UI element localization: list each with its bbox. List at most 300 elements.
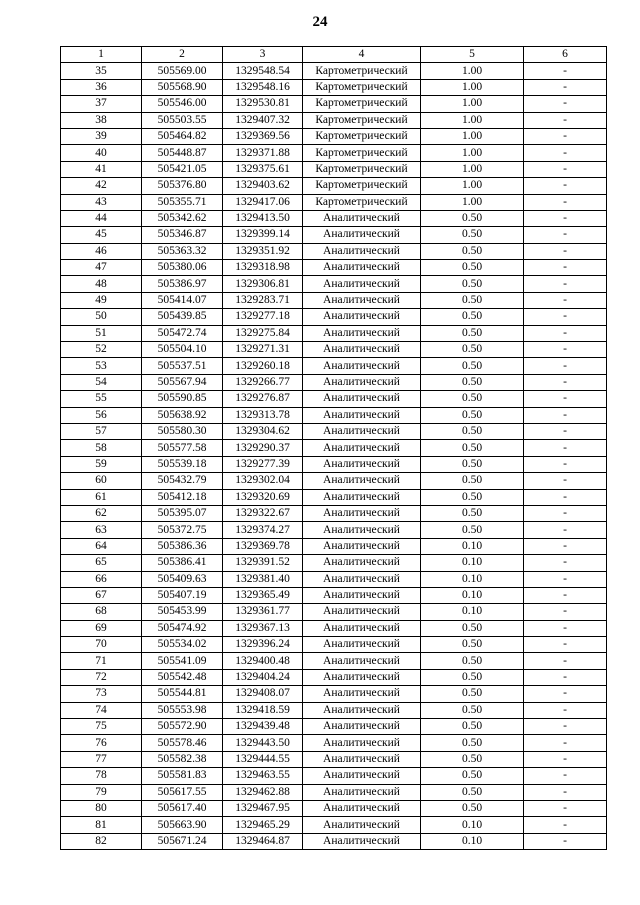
accuracy-cell: 1.00 [421, 96, 524, 112]
accuracy-cell: 0.50 [421, 669, 524, 685]
y-coordinate-cell: 1329374.27 [223, 522, 303, 538]
point-number-cell: 36 [61, 79, 142, 95]
note-cell: - [524, 112, 607, 128]
accuracy-cell: 0.50 [421, 276, 524, 292]
y-coordinate-cell: 1329369.78 [223, 538, 303, 554]
x-coordinate-cell: 505412.18 [142, 489, 223, 505]
point-number-cell: 64 [61, 538, 142, 554]
accuracy-cell: 0.50 [421, 325, 524, 341]
method-cell: Аналитический [303, 456, 421, 472]
x-coordinate-cell: 505439.85 [142, 309, 223, 325]
accuracy-cell: 0.50 [421, 800, 524, 816]
point-number-cell: 54 [61, 374, 142, 390]
accuracy-cell: 1.00 [421, 178, 524, 194]
table-row [61, 784, 607, 800]
x-coordinate-cell: 505572.90 [142, 719, 223, 735]
table-row [61, 555, 607, 571]
x-coordinate-cell: 505544.81 [142, 686, 223, 702]
table-row [61, 768, 607, 784]
point-number-cell: 45 [61, 227, 142, 243]
method-cell: Аналитический [303, 260, 421, 276]
note-cell: - [524, 227, 607, 243]
x-coordinate-cell: 505464.82 [142, 128, 223, 144]
method-cell: Аналитический [303, 489, 421, 505]
note-cell: - [524, 128, 607, 144]
table-row [61, 325, 607, 341]
y-coordinate-cell: 1329465.29 [223, 817, 303, 833]
table-row [61, 342, 607, 358]
accuracy-cell: 0.50 [421, 751, 524, 767]
x-coordinate-cell: 505355.71 [142, 194, 223, 210]
y-coordinate-cell: 1329367.13 [223, 620, 303, 636]
x-coordinate-cell: 505553.98 [142, 702, 223, 718]
column-header: 3 [223, 47, 303, 63]
method-cell: Аналитический [303, 751, 421, 767]
y-coordinate-cell: 1329266.77 [223, 374, 303, 390]
method-cell: Картометрический [303, 145, 421, 161]
note-cell: - [524, 505, 607, 521]
x-coordinate-cell: 505617.40 [142, 800, 223, 816]
table-row [61, 620, 607, 636]
point-number-cell: 73 [61, 686, 142, 702]
y-coordinate-cell: 1329413.50 [223, 210, 303, 226]
table-row [61, 391, 607, 407]
x-coordinate-cell: 505663.90 [142, 817, 223, 833]
accuracy-cell: 0.50 [421, 210, 524, 226]
point-number-cell: 51 [61, 325, 142, 341]
y-coordinate-cell: 1329404.24 [223, 669, 303, 685]
table-row [61, 227, 607, 243]
y-coordinate-cell: 1329302.04 [223, 473, 303, 489]
x-coordinate-cell: 505638.92 [142, 407, 223, 423]
y-coordinate-cell: 1329400.48 [223, 653, 303, 669]
accuracy-cell: 0.50 [421, 292, 524, 308]
method-cell: Картометрический [303, 128, 421, 144]
accuracy-cell: 0.50 [421, 391, 524, 407]
y-coordinate-cell: 1329418.59 [223, 702, 303, 718]
table-row [61, 358, 607, 374]
note-cell: - [524, 358, 607, 374]
note-cell: - [524, 145, 607, 161]
y-coordinate-cell: 1329277.18 [223, 309, 303, 325]
point-number-cell: 40 [61, 145, 142, 161]
note-cell: - [524, 604, 607, 620]
method-cell: Аналитический [303, 227, 421, 243]
accuracy-cell: 0.50 [421, 407, 524, 423]
table-row [61, 128, 607, 144]
accuracy-cell: 0.50 [421, 702, 524, 718]
table-row [61, 112, 607, 128]
method-cell: Аналитический [303, 243, 421, 259]
y-coordinate-cell: 1329313.78 [223, 407, 303, 423]
note-cell: - [524, 473, 607, 489]
accuracy-cell: 0.50 [421, 227, 524, 243]
point-number-cell: 65 [61, 555, 142, 571]
coordinates-table [60, 46, 607, 850]
point-number-cell: 60 [61, 473, 142, 489]
table-row [61, 505, 607, 521]
method-cell: Аналитический [303, 292, 421, 308]
table-row [61, 473, 607, 489]
y-coordinate-cell: 1329530.81 [223, 96, 303, 112]
accuracy-cell: 0.50 [421, 473, 524, 489]
x-coordinate-cell: 505577.58 [142, 440, 223, 456]
method-cell: Аналитический [303, 555, 421, 571]
x-coordinate-cell: 505380.06 [142, 260, 223, 276]
y-coordinate-cell: 1329271.31 [223, 342, 303, 358]
method-cell: Аналитический [303, 374, 421, 390]
accuracy-cell: 0.50 [421, 358, 524, 374]
note-cell: - [524, 292, 607, 308]
method-cell: Аналитический [303, 342, 421, 358]
x-coordinate-cell: 505414.07 [142, 292, 223, 308]
point-number-cell: 39 [61, 128, 142, 144]
column-header: 4 [303, 47, 421, 63]
point-number-cell: 74 [61, 702, 142, 718]
point-number-cell: 50 [61, 309, 142, 325]
x-coordinate-cell: 505407.19 [142, 587, 223, 603]
point-number-cell: 49 [61, 292, 142, 308]
table-row [61, 145, 607, 161]
table-row [61, 374, 607, 390]
y-coordinate-cell: 1329276.87 [223, 391, 303, 407]
point-number-cell: 69 [61, 620, 142, 636]
accuracy-cell: 0.10 [421, 538, 524, 554]
method-cell: Аналитический [303, 391, 421, 407]
method-cell: Аналитический [303, 686, 421, 702]
table-row [61, 194, 607, 210]
note-cell: - [524, 178, 607, 194]
x-coordinate-cell: 505582.38 [142, 751, 223, 767]
x-coordinate-cell: 505534.02 [142, 637, 223, 653]
x-coordinate-cell: 505504.10 [142, 342, 223, 358]
x-coordinate-cell: 505395.07 [142, 505, 223, 521]
accuracy-cell: 0.50 [421, 768, 524, 784]
accuracy-cell: 1.00 [421, 63, 524, 79]
table-row [61, 833, 607, 849]
x-coordinate-cell: 505474.92 [142, 620, 223, 636]
method-cell: Аналитический [303, 735, 421, 751]
method-cell: Аналитический [303, 309, 421, 325]
y-coordinate-cell: 1329283.71 [223, 292, 303, 308]
note-cell: - [524, 440, 607, 456]
point-number-cell: 66 [61, 571, 142, 587]
x-coordinate-cell: 505590.85 [142, 391, 223, 407]
table-row [61, 489, 607, 505]
y-coordinate-cell: 1329322.67 [223, 505, 303, 521]
x-coordinate-cell: 505472.74 [142, 325, 223, 341]
accuracy-cell: 0.50 [421, 374, 524, 390]
y-coordinate-cell: 1329396.24 [223, 637, 303, 653]
point-number-cell: 59 [61, 456, 142, 472]
accuracy-cell: 0.50 [421, 505, 524, 521]
note-cell: - [524, 702, 607, 718]
method-cell: Аналитический [303, 637, 421, 653]
point-number-cell: 82 [61, 833, 142, 849]
y-coordinate-cell: 1329304.62 [223, 423, 303, 439]
table-row [61, 407, 607, 423]
table-row [61, 686, 607, 702]
table-row [61, 96, 607, 112]
accuracy-cell: 0.50 [421, 522, 524, 538]
note-cell: - [524, 669, 607, 685]
note-cell: - [524, 194, 607, 210]
y-coordinate-cell: 1329548.54 [223, 63, 303, 79]
point-number-cell: 71 [61, 653, 142, 669]
column-header: 5 [421, 47, 524, 63]
method-cell: Картометрический [303, 112, 421, 128]
note-cell: - [524, 587, 607, 603]
y-coordinate-cell: 1329320.69 [223, 489, 303, 505]
point-number-cell: 72 [61, 669, 142, 685]
x-coordinate-cell: 505376.80 [142, 178, 223, 194]
method-cell: Аналитический [303, 440, 421, 456]
note-cell: - [524, 374, 607, 390]
point-number-cell: 47 [61, 260, 142, 276]
point-number-cell: 62 [61, 505, 142, 521]
y-coordinate-cell: 1329548.16 [223, 79, 303, 95]
table-row [61, 161, 607, 177]
point-number-cell: 67 [61, 587, 142, 603]
table-row [61, 276, 607, 292]
x-coordinate-cell: 505453.99 [142, 604, 223, 620]
accuracy-cell: 0.10 [421, 587, 524, 603]
table-row [61, 702, 607, 718]
point-number-cell: 63 [61, 522, 142, 538]
method-cell: Аналитический [303, 571, 421, 587]
accuracy-cell: 0.50 [421, 784, 524, 800]
x-coordinate-cell: 505503.55 [142, 112, 223, 128]
accuracy-cell: 0.50 [421, 735, 524, 751]
note-cell: - [524, 637, 607, 653]
table-row [61, 817, 607, 833]
note-cell: - [524, 407, 607, 423]
method-cell: Аналитический [303, 653, 421, 669]
point-number-cell: 79 [61, 784, 142, 800]
method-cell: Аналитический [303, 210, 421, 226]
table-row [61, 309, 607, 325]
accuracy-cell: 0.50 [421, 719, 524, 735]
point-number-cell: 48 [61, 276, 142, 292]
table-row [61, 637, 607, 653]
method-cell: Аналитический [303, 833, 421, 849]
x-coordinate-cell: 505537.51 [142, 358, 223, 374]
y-coordinate-cell: 1329408.07 [223, 686, 303, 702]
accuracy-cell: 0.50 [421, 440, 524, 456]
table-row [61, 571, 607, 587]
table-row [61, 669, 607, 685]
note-cell: - [524, 423, 607, 439]
x-coordinate-cell: 505421.05 [142, 161, 223, 177]
accuracy-cell: 0.10 [421, 817, 524, 833]
y-coordinate-cell: 1329365.49 [223, 587, 303, 603]
x-coordinate-cell: 505542.48 [142, 669, 223, 685]
note-cell: - [524, 538, 607, 554]
coordinates-table-body [61, 47, 607, 850]
note-cell: - [524, 63, 607, 79]
point-number-cell: 77 [61, 751, 142, 767]
y-coordinate-cell: 1329375.61 [223, 161, 303, 177]
y-coordinate-cell: 1329260.18 [223, 358, 303, 374]
note-cell: - [524, 210, 607, 226]
x-coordinate-cell: 505346.87 [142, 227, 223, 243]
table-row [61, 79, 607, 95]
y-coordinate-cell: 1329443.50 [223, 735, 303, 751]
table-row [61, 440, 607, 456]
x-coordinate-cell: 505386.97 [142, 276, 223, 292]
y-coordinate-cell: 1329369.56 [223, 128, 303, 144]
note-cell: - [524, 243, 607, 259]
y-coordinate-cell: 1329361.77 [223, 604, 303, 620]
accuracy-cell: 0.50 [421, 620, 524, 636]
method-cell: Аналитический [303, 800, 421, 816]
method-cell: Аналитический [303, 358, 421, 374]
note-cell: - [524, 800, 607, 816]
note-cell: - [524, 620, 607, 636]
note-cell: - [524, 686, 607, 702]
point-number-cell: 58 [61, 440, 142, 456]
y-coordinate-cell: 1329439.48 [223, 719, 303, 735]
accuracy-cell: 1.00 [421, 194, 524, 210]
note-cell: - [524, 161, 607, 177]
table-row [61, 243, 607, 259]
point-number-cell: 35 [61, 63, 142, 79]
y-coordinate-cell: 1329403.62 [223, 178, 303, 194]
method-cell: Аналитический [303, 505, 421, 521]
point-number-cell: 68 [61, 604, 142, 620]
point-number-cell: 76 [61, 735, 142, 751]
x-coordinate-cell: 505363.32 [142, 243, 223, 259]
accuracy-cell: 0.50 [421, 637, 524, 653]
table-row [61, 292, 607, 308]
y-coordinate-cell: 1329407.32 [223, 112, 303, 128]
method-cell: Аналитический [303, 784, 421, 800]
y-coordinate-cell: 1329275.84 [223, 325, 303, 341]
table-row [61, 260, 607, 276]
accuracy-cell: 0.10 [421, 555, 524, 571]
x-coordinate-cell: 505432.79 [142, 473, 223, 489]
accuracy-cell: 0.10 [421, 571, 524, 587]
y-coordinate-cell: 1329462.88 [223, 784, 303, 800]
point-number-cell: 57 [61, 423, 142, 439]
table-row [61, 538, 607, 554]
x-coordinate-cell: 505372.75 [142, 522, 223, 538]
y-coordinate-cell: 1329277.39 [223, 456, 303, 472]
note-cell: - [524, 325, 607, 341]
accuracy-cell: 1.00 [421, 112, 524, 128]
point-number-cell: 38 [61, 112, 142, 128]
note-cell: - [524, 833, 607, 849]
x-coordinate-cell: 505342.62 [142, 210, 223, 226]
point-number-cell: 42 [61, 178, 142, 194]
point-number-cell: 55 [61, 391, 142, 407]
method-cell: Аналитический [303, 620, 421, 636]
x-coordinate-cell: 505541.09 [142, 653, 223, 669]
note-cell: - [524, 555, 607, 571]
point-number-cell: 70 [61, 637, 142, 653]
x-coordinate-cell: 505539.18 [142, 456, 223, 472]
method-cell: Аналитический [303, 587, 421, 603]
method-cell: Аналитический [303, 702, 421, 718]
note-cell: - [524, 751, 607, 767]
table-row [61, 522, 607, 538]
method-cell: Аналитический [303, 538, 421, 554]
x-coordinate-cell: 505568.90 [142, 79, 223, 95]
accuracy-cell: 0.10 [421, 833, 524, 849]
note-cell: - [524, 342, 607, 358]
y-coordinate-cell: 1329306.81 [223, 276, 303, 292]
column-header: 6 [524, 47, 607, 63]
accuracy-cell: 0.50 [421, 260, 524, 276]
x-coordinate-cell: 505581.83 [142, 768, 223, 784]
method-cell: Картометрический [303, 96, 421, 112]
table-row [61, 653, 607, 669]
point-number-cell: 56 [61, 407, 142, 423]
method-cell: Аналитический [303, 407, 421, 423]
note-cell: - [524, 391, 607, 407]
accuracy-cell: 1.00 [421, 161, 524, 177]
point-number-cell: 61 [61, 489, 142, 505]
point-number-cell: 80 [61, 800, 142, 816]
accuracy-cell: 0.10 [421, 604, 524, 620]
note-cell: - [524, 456, 607, 472]
note-cell: - [524, 653, 607, 669]
table-row [61, 587, 607, 603]
note-cell: - [524, 817, 607, 833]
table-row [61, 604, 607, 620]
note-cell: - [524, 489, 607, 505]
method-cell: Картометрический [303, 79, 421, 95]
note-cell: - [524, 768, 607, 784]
note-cell: - [524, 522, 607, 538]
accuracy-cell: 1.00 [421, 79, 524, 95]
table-header-row [61, 47, 607, 63]
note-cell: - [524, 276, 607, 292]
method-cell: Картометрический [303, 63, 421, 79]
x-coordinate-cell: 505617.55 [142, 784, 223, 800]
x-coordinate-cell: 505386.41 [142, 555, 223, 571]
method-cell: Аналитический [303, 669, 421, 685]
method-cell: Аналитический [303, 522, 421, 538]
method-cell: Картометрический [303, 161, 421, 177]
page-number: 24 [312, 14, 328, 30]
method-cell: Аналитический [303, 768, 421, 784]
y-coordinate-cell: 1329467.95 [223, 800, 303, 816]
x-coordinate-cell: 505546.00 [142, 96, 223, 112]
point-number-cell: 81 [61, 817, 142, 833]
method-cell: Аналитический [303, 719, 421, 735]
x-coordinate-cell: 505578.46 [142, 735, 223, 751]
point-number-cell: 41 [61, 161, 142, 177]
accuracy-cell: 0.50 [421, 653, 524, 669]
accuracy-cell: 1.00 [421, 128, 524, 144]
y-coordinate-cell: 1329399.14 [223, 227, 303, 243]
table-row [61, 423, 607, 439]
x-coordinate-cell: 505409.63 [142, 571, 223, 587]
table-row [61, 800, 607, 816]
table-row [61, 719, 607, 735]
accuracy-cell: 0.50 [421, 686, 524, 702]
point-number-cell: 37 [61, 96, 142, 112]
accuracy-cell: 0.50 [421, 243, 524, 259]
note-cell: - [524, 309, 607, 325]
x-coordinate-cell: 505671.24 [142, 833, 223, 849]
point-number-cell: 44 [61, 210, 142, 226]
column-header: 1 [61, 47, 142, 63]
method-cell: Аналитический [303, 604, 421, 620]
note-cell: - [524, 96, 607, 112]
y-coordinate-cell: 1329371.88 [223, 145, 303, 161]
